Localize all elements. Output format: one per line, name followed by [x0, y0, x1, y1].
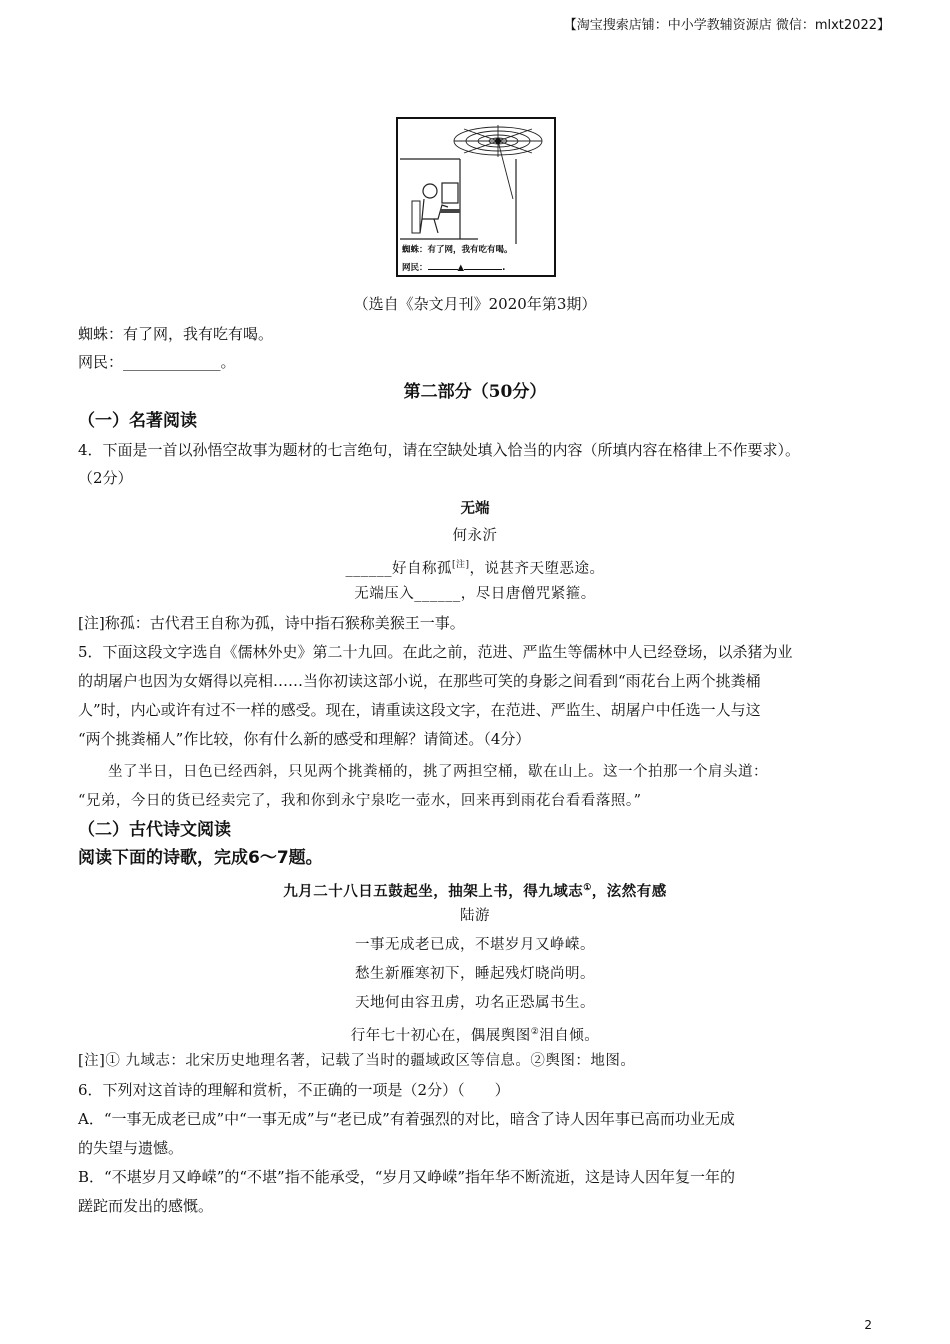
cartoon-caption-prefix: 网民： — [402, 263, 428, 273]
question4-line1: 4．下面是一首以孙悟空故事为题材的七言绝句，请在空缺处填入恰当的内容（所填内容在格律上不作要求）。 — [78, 441, 801, 459]
source-caption: （选自《杂文月刊》2020年第3期） — [353, 295, 597, 313]
poem1-line2: 无端压入______，尽日唐僧咒紧箍。 — [354, 586, 596, 602]
section2-instruction: 阅读下面的诗歌，完成6～7题。 — [78, 848, 323, 868]
question5-line3: 人”时，内心或许有过不一样的感受。现在，请重读这段文字，在范进、严监生、胡屠户中任选一人与这 — [78, 701, 761, 719]
dialog-netizen — [78, 348, 878, 377]
poem2-line4 — [0, 1018, 950, 1051]
cartoon-caption-spider: 蜘蛛：有了网，我有吃有喝。 — [402, 245, 513, 255]
poem1-note: [注]称孤：古代君王自称为孤，诗中指石猴称美猴王一事。 — [78, 614, 465, 632]
poem2-line4-b: 泪自倾。 — [539, 1027, 600, 1044]
question4-line2: （2分） — [78, 469, 133, 487]
question5-quote-line2: “兄弟，今日的货已经卖完了，我和你到永宁泉吃一壶水，回来再到雨花台看看落照。” — [78, 793, 642, 809]
question6-stem: 6．下列对这首诗的理解和赏析，不正确的一项是（2分）（ ） — [78, 1081, 510, 1099]
poem2-line2: 愁生新雁寒初下，睡起残灯晓尚明。 — [355, 966, 595, 982]
page-header: 【淘宝搜索店铺：中小学教辅资源店 微信：mlxt2022】 — [563, 18, 890, 33]
poem2-line3: 天地何由容丑虏，功名正恐属书生。 — [355, 995, 595, 1011]
cartoon-illustration — [396, 117, 556, 277]
cartoon-caption-mark: ▲ — [457, 263, 465, 273]
question5-quote-line1: 坐了半日，日色已经西斜，只见两个挑粪桶的，挑了两担空桶，歇在山上。这一个拍那一个肩头道： — [108, 764, 768, 780]
dialog-netizen-end: 。 — [220, 353, 236, 371]
poem1-author: 何永沂 — [452, 528, 498, 544]
dialog-netizen-prefix: 网民： — [78, 353, 124, 371]
poem1-line1-a: 好自称孤 — [391, 560, 452, 577]
poem2-title-b: ，泫然有感 — [591, 882, 667, 900]
poem1-line1 — [0, 551, 950, 584]
poem2-line4-footnote: ② — [530, 1027, 540, 1037]
poem1-title: 无端 — [460, 500, 490, 517]
question5-line4: “两个挑粪桶人”作比较，你有什么新的感受和理解？请简述。（4分） — [78, 730, 531, 748]
dialog-spider: 蜘蛛：有了网，我有吃有喝。 — [78, 325, 274, 343]
cartoon-caption-netizen: 网民： ▲ . — [402, 263, 506, 273]
poem2-author: 陆游 — [460, 908, 490, 924]
poem1-note-marker: [注] — [451, 560, 470, 570]
part2-title: 第二部分（50分） — [403, 382, 547, 402]
question6-option-b-line1: B．“不堪岁月又峥嵘”的“不堪”指不能承受，“岁月又峥嵘”指年华不断流逝，这是诗人因年复一年的 — [78, 1168, 736, 1186]
question6-option-b-line2: 蹉跎而发出的感慨。 — [78, 1197, 214, 1215]
dialog-netizen-blank: _____________ — [123, 353, 221, 371]
poem1-line1-blank: ______ — [345, 560, 392, 577]
poem2-note: [注]① 九域志：北宋历史地理名著，记载了当时的疆域政区等信息。②舆图：地图。 — [78, 1053, 636, 1069]
section2-title: （二）古代诗文阅读 — [78, 820, 231, 840]
question6-option-a-line2: 的失望与遗憾。 — [78, 1139, 184, 1157]
question6-option-a-line1: A．“一事无成老已成”中“一事无成”与“老已成”有着强烈的对比，暗含了诗人因年事已高而功业无成 — [78, 1110, 735, 1128]
poem1-line1-b: ，说甚齐天堕恶途。 — [469, 560, 605, 577]
poem2-title-a: 九月二十八日五鼓起坐，抽架上书，得九域志 — [283, 882, 584, 900]
question5-line2: 的胡屠户也因为女婿得以亮相……当你初读这部小说，在那些可笑的身影之间看到“雨花台上两个挑粪桶 — [78, 672, 761, 690]
poem2-line1: 一事无成老已成，不堪岁月又峥嵘。 — [355, 937, 595, 953]
section1-title: （一）名著阅读 — [78, 411, 197, 431]
poem2-line4-a: 行年七十初心在，偶展舆图 — [350, 1027, 531, 1044]
question5-line1: 5．下面这段文字选自《儒林外史》第二十九回。在此之前，范进、严监生等儒林中人已经登场，以杀猪为业 — [78, 643, 793, 661]
page-number: 2 — [864, 1318, 872, 1332]
poem2-title-footnote: ① — [583, 883, 592, 893]
